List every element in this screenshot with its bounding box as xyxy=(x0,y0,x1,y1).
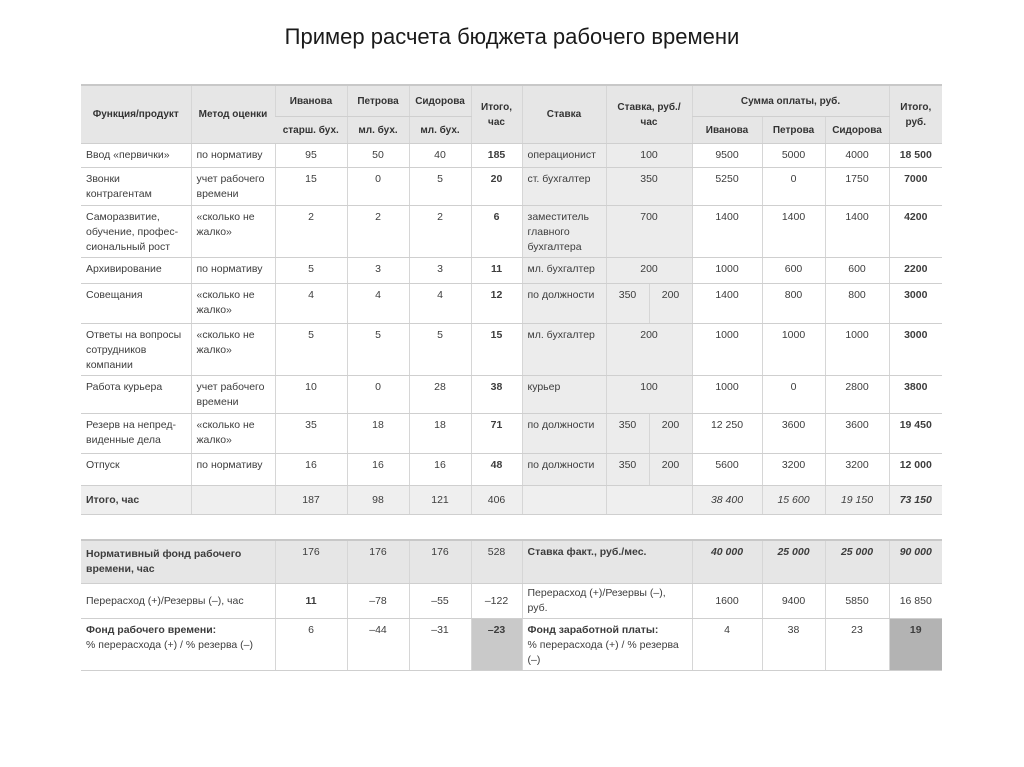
cell-rate: 350 xyxy=(606,414,649,454)
pos-ivanova: старш. бух. xyxy=(275,117,347,144)
pct-p3: 23 xyxy=(825,619,889,671)
cell-h2: 0 xyxy=(347,376,409,414)
cell-pt: 19 450 xyxy=(889,414,942,454)
cell-method: по нормативу xyxy=(191,258,275,284)
pos-petrova: мл. бух. xyxy=(347,117,409,144)
cell-pt: 12 000 xyxy=(889,454,942,486)
cell-h3: 5 xyxy=(409,168,471,206)
cell-p2: 3200 xyxy=(762,454,825,486)
cell-ht: 48 xyxy=(471,454,522,486)
cell-rate: 350 xyxy=(606,168,692,206)
cell-ht: 11 xyxy=(471,258,522,284)
total-pt: 73 150 xyxy=(889,486,942,515)
cell-h3: 16 xyxy=(409,454,471,486)
cell-p2: 1000 xyxy=(762,324,825,376)
cell-p2: 0 xyxy=(762,168,825,206)
cell-func: Отпуск xyxy=(81,454,191,486)
col-method: Метод оценки xyxy=(191,85,275,144)
col-rate-name: Ставка xyxy=(522,85,606,144)
cell-func: Архивирование xyxy=(81,258,191,284)
cell-p3: 3600 xyxy=(825,414,889,454)
over-p3: 5850 xyxy=(825,584,889,619)
total-p3: 19 150 xyxy=(825,486,889,515)
cell-h3: 28 xyxy=(409,376,471,414)
cell-h1: 16 xyxy=(275,454,347,486)
cell-p1: 1000 xyxy=(692,324,762,376)
cell-rate_name: ст. бухгалтер xyxy=(522,168,606,206)
fund-h3: 176 xyxy=(409,540,471,584)
col-hours-total: Итого, час xyxy=(471,85,522,144)
cell-rate2: 200 xyxy=(649,414,692,454)
cell-p3: 1400 xyxy=(825,206,889,258)
rate-fact-p2: 25 000 xyxy=(762,540,825,584)
cell-method: по нормативу xyxy=(191,454,275,486)
cell-rate2: 200 xyxy=(649,454,692,486)
total-h1: 187 xyxy=(275,486,347,515)
cell-rate: 350 xyxy=(606,454,649,486)
table-body xyxy=(81,144,942,486)
cell-p3: 3200 xyxy=(825,454,889,486)
fund-ht: 528 xyxy=(471,540,522,584)
cell-ht: 12 xyxy=(471,284,522,324)
pay-ivanova: Иванова xyxy=(692,117,762,144)
fund-h1: 176 xyxy=(275,540,347,584)
cell-p1: 12 250 xyxy=(692,414,762,454)
cell-p1: 5600 xyxy=(692,454,762,486)
pct-pt: 19 xyxy=(889,619,942,671)
cell-h1: 4 xyxy=(275,284,347,324)
over-label: Перерасход (+)/Резервы (–), час xyxy=(81,584,275,619)
pct-p1: 4 xyxy=(692,619,762,671)
cell-p2: 5000 xyxy=(762,144,825,168)
total-p1: 38 400 xyxy=(692,486,762,515)
cell-h2: 2 xyxy=(347,206,409,258)
slide-title: Пример расчета бюджета рабочего времени xyxy=(284,24,740,49)
cell-pt: 3000 xyxy=(889,284,942,324)
cell-method: «сколько не жалко» xyxy=(191,206,275,258)
fund-label: Нормативный фонд рабочего времени, час xyxy=(81,540,275,584)
cell-p1: 1400 xyxy=(692,284,762,324)
cell-p3: 600 xyxy=(825,258,889,284)
budget-table xyxy=(81,84,942,671)
cell-h3: 2 xyxy=(409,206,471,258)
cell-rate_name: операционист xyxy=(522,144,606,168)
pct-label-bold: Фонд рабочего времени: xyxy=(86,624,217,636)
cell-h1: 5 xyxy=(275,324,347,376)
cell-pt: 3000 xyxy=(889,324,942,376)
rate-fact-p1: 40 000 xyxy=(692,540,762,584)
wage-label-sub: % перерасхода (+) / % резерва (–) xyxy=(527,639,679,666)
total-p2: 15 600 xyxy=(762,486,825,515)
total-row xyxy=(81,486,942,515)
cell-p1: 9500 xyxy=(692,144,762,168)
cell-func: Ответы на вопросы сотрудников компании xyxy=(81,324,191,376)
cell-rate_name: заместитель главного бухгалтера xyxy=(522,206,606,258)
total-h2: 98 xyxy=(347,486,409,515)
cell-ht: 38 xyxy=(471,376,522,414)
table-row xyxy=(81,206,942,258)
cell-p3: 1000 xyxy=(825,324,889,376)
rate-fact-label: Ставка факт., руб./мес. xyxy=(522,540,692,584)
cell-ht: 15 xyxy=(471,324,522,376)
cell-h2: 16 xyxy=(347,454,409,486)
cell-h3: 5 xyxy=(409,324,471,376)
cell-h3: 4 xyxy=(409,284,471,324)
cell-p3: 800 xyxy=(825,284,889,324)
over-h3: –55 xyxy=(409,584,471,619)
fund-row xyxy=(81,540,942,584)
cell-rate: 200 xyxy=(606,324,692,376)
rate-fact-pt: 90 000 xyxy=(889,540,942,584)
pct-h3: –31 xyxy=(409,619,471,671)
pct-h2: –44 xyxy=(347,619,409,671)
col-petrova: Петрова xyxy=(347,85,409,117)
cell-rate_name: мл. бухгалтер xyxy=(522,324,606,376)
cell-method: «сколько не жалко» xyxy=(191,284,275,324)
cell-pt: 7000 xyxy=(889,168,942,206)
cell-h1: 5 xyxy=(275,258,347,284)
cell-p2: 600 xyxy=(762,258,825,284)
over-rub-label: Перерасход (+)/Резервы (–), руб. xyxy=(522,584,692,619)
cell-p2: 3600 xyxy=(762,414,825,454)
cell-rate_name: по должности xyxy=(522,414,606,454)
cell-p3: 2800 xyxy=(825,376,889,414)
over-p2: 9400 xyxy=(762,584,825,619)
table-row xyxy=(81,144,942,168)
cell-p2: 0 xyxy=(762,376,825,414)
cell-method: «сколько не жалко» xyxy=(191,324,275,376)
over-p1: 1600 xyxy=(692,584,762,619)
pct-h1: 6 xyxy=(275,619,347,671)
cell-h1: 2 xyxy=(275,206,347,258)
percent-row xyxy=(81,619,942,671)
pct-label-sub: % перерасхода (+) / % резерва (–) xyxy=(86,639,254,651)
cell-rate: 350 xyxy=(606,284,649,324)
table-row xyxy=(81,324,942,376)
cell-p1: 1000 xyxy=(692,376,762,414)
cell-method: учет рабочего времени xyxy=(191,168,275,206)
cell-p2: 800 xyxy=(762,284,825,324)
cell-h2: 18 xyxy=(347,414,409,454)
cell-rate2: 200 xyxy=(649,284,692,324)
rate-fact-p3: 25 000 xyxy=(825,540,889,584)
cell-p2: 1400 xyxy=(762,206,825,258)
cell-ht: 20 xyxy=(471,168,522,206)
cell-h1: 35 xyxy=(275,414,347,454)
over-h1: 11 xyxy=(275,584,347,619)
table-row xyxy=(81,168,942,206)
wage-label-bold: Фонд заработной платы: xyxy=(527,624,659,636)
empty-cell xyxy=(522,486,606,515)
cell-h1: 15 xyxy=(275,168,347,206)
cell-func: Работа курьера xyxy=(81,376,191,414)
table-footer xyxy=(81,486,942,671)
cell-ht: 6 xyxy=(471,206,522,258)
cell-method: «сколько не жалко» xyxy=(191,414,275,454)
cell-rate_name: курьер xyxy=(522,376,606,414)
over-h2: –78 xyxy=(347,584,409,619)
col-total-rub: Итого, руб. xyxy=(889,85,942,144)
pct-p2: 38 xyxy=(762,619,825,671)
cell-h2: 5 xyxy=(347,324,409,376)
cell-h1: 10 xyxy=(275,376,347,414)
pos-sidorova: мл. бух. xyxy=(409,117,471,144)
cell-p1: 5250 xyxy=(692,168,762,206)
table-row xyxy=(81,376,942,414)
pct-label xyxy=(81,619,275,671)
table-row xyxy=(81,258,942,284)
cell-h3: 18 xyxy=(409,414,471,454)
pay-petrova: Петрова xyxy=(762,117,825,144)
col-function: Функция/продукт xyxy=(81,85,191,144)
cell-ht: 185 xyxy=(471,144,522,168)
empty-cell xyxy=(606,486,692,515)
cell-p1: 1000 xyxy=(692,258,762,284)
table-row xyxy=(81,414,942,454)
table-header xyxy=(81,85,942,144)
total-ht: 406 xyxy=(471,486,522,515)
cell-p3: 1750 xyxy=(825,168,889,206)
col-rate-value: Ставка, руб./час xyxy=(606,85,692,144)
cell-h3: 40 xyxy=(409,144,471,168)
total-h3: 121 xyxy=(409,486,471,515)
cell-rate: 100 xyxy=(606,376,692,414)
over-ht: –122 xyxy=(471,584,522,619)
cell-rate: 200 xyxy=(606,258,692,284)
cell-rate_name: по должности xyxy=(522,284,606,324)
cell-h2: 3 xyxy=(347,258,409,284)
cell-func: Совещания xyxy=(81,284,191,324)
cell-p1: 1400 xyxy=(692,206,762,258)
over-pt: 16 850 xyxy=(889,584,942,619)
cell-h1: 95 xyxy=(275,144,347,168)
col-ivanova: Иванова xyxy=(275,85,347,117)
cell-h3: 3 xyxy=(409,258,471,284)
cell-rate: 700 xyxy=(606,206,692,258)
empty-cell xyxy=(191,486,275,515)
cell-rate: 100 xyxy=(606,144,692,168)
cell-pt: 2200 xyxy=(889,258,942,284)
cell-method: учет рабочего времени xyxy=(191,376,275,414)
cell-h2: 50 xyxy=(347,144,409,168)
wage-label xyxy=(522,619,692,671)
table-row xyxy=(81,284,942,324)
cell-h2: 4 xyxy=(347,284,409,324)
col-pay-sum: Сумма оплаты, руб. xyxy=(692,85,889,117)
overrun-row xyxy=(81,584,942,619)
cell-func: Саморазвитие, обучение, профес-сиональный рост xyxy=(81,206,191,258)
cell-rate_name: мл. бухгалтер xyxy=(522,258,606,284)
fund-h2: 176 xyxy=(347,540,409,584)
cell-ht: 71 xyxy=(471,414,522,454)
table-row xyxy=(81,454,942,486)
spacer xyxy=(81,515,942,541)
cell-func: Звонки контрагентам xyxy=(81,168,191,206)
cell-rate_name: по должности xyxy=(522,454,606,486)
col-sidorova: Сидорова xyxy=(409,85,471,117)
cell-func: Ввод «первички» xyxy=(81,144,191,168)
cell-func: Резерв на непред-виденные дела xyxy=(81,414,191,454)
pay-sidorova: Сидорова xyxy=(825,117,889,144)
total-label: Итого, час xyxy=(81,486,191,515)
cell-pt: 18 500 xyxy=(889,144,942,168)
cell-p3: 4000 xyxy=(825,144,889,168)
cell-pt: 3800 xyxy=(889,376,942,414)
cell-method: по нормативу xyxy=(191,144,275,168)
cell-pt: 4200 xyxy=(889,206,942,258)
cell-h2: 0 xyxy=(347,168,409,206)
pct-ht: –23 xyxy=(471,619,522,671)
